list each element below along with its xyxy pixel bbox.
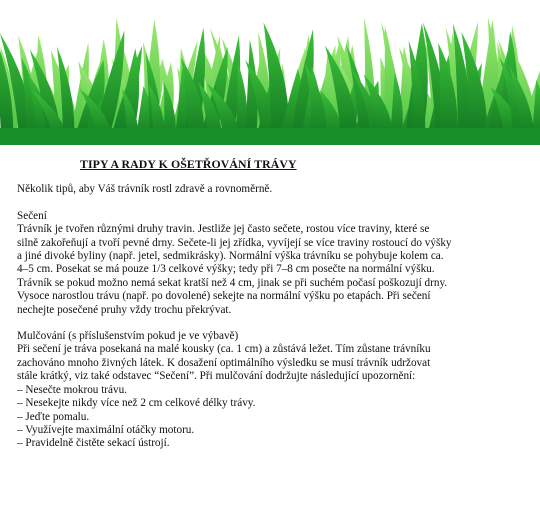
- text-line: 4–5 cm. Posekat se má pouze 1/3 celkové výšky; tedy při 7–8 cm posečte na normální výšku.: [17, 263, 435, 276]
- text-line: a jiné divoké byliny (např. jetel, sedmikrásky). Normální výška trávníku se pohybuje kolem ca.: [17, 250, 444, 263]
- grass-banner-image: [0, 0, 540, 145]
- list-item: – Využívejte maximální otáčky motoru.: [17, 423, 195, 436]
- section-mulching: [17, 330, 532, 451]
- section-body-mulching: [17, 343, 532, 383]
- list-item: – Jeďte pomalu.: [17, 410, 90, 423]
- text-line: Vysoce narostlou trávu (např. po dovolené) sekejte na normální výšku po etapách. Při sečení: [17, 290, 431, 303]
- section-heading-mowing: Sečení: [17, 209, 47, 222]
- text-line: stále krátký, viz také odstavec “Sečení”. Při mulčování dodržujte následující upozornění:: [17, 370, 416, 383]
- text-line: zachováno mnoho živných látek. K dosažení optimálního výsledku se musí trávník udržovat: [17, 356, 431, 369]
- grass-base: [0, 128, 540, 145]
- document-title: TIPY A RADY K OŠETŘOVÁNÍ TRÁVY: [80, 157, 297, 171]
- document-body: [17, 158, 532, 451]
- section-heading-mulching: Mulčování (s příslušenstvím pokud je ve výbavě): [17, 330, 239, 343]
- list-item: – Nesečte mokrou trávu.: [17, 383, 127, 396]
- intro-paragraph: Několik tipů, aby Váš trávník rostl zdravě a rovnoměrně.: [17, 183, 273, 196]
- list-item: – Pravidelně čistěte sekací ústrojí.: [17, 437, 170, 450]
- section-mowing: [17, 210, 532, 317]
- mulching-tips-list: [17, 384, 532, 451]
- text-line: Při sečení je tráva posekaná na malé kousky (ca. 1 cm) a zůstává ležet. Tím zůstane trávníku: [17, 343, 431, 356]
- text-line: Trávník se pokud možno nemá sekat kratší než 4 cm, jinak se při suchém počasí poškozují drny.: [17, 276, 448, 289]
- section-body-mowing: [17, 223, 532, 317]
- text-line: silně zakořeňují a tvoří pevné drny. Sečete-li jej zřídka, vyvíjejí se více traviny rostoucí do výšky: [17, 236, 452, 249]
- list-item: – Nesekejte nikdy více než 2 cm celkové délky trávy.: [17, 397, 256, 410]
- text-line: nechejte posečené pruhy vždy trochu překrývat.: [17, 303, 232, 316]
- text-line: Trávník je tvořen různými druhy travin. Jestliže jej často sečete, rostou více traviny, které se: [17, 223, 430, 236]
